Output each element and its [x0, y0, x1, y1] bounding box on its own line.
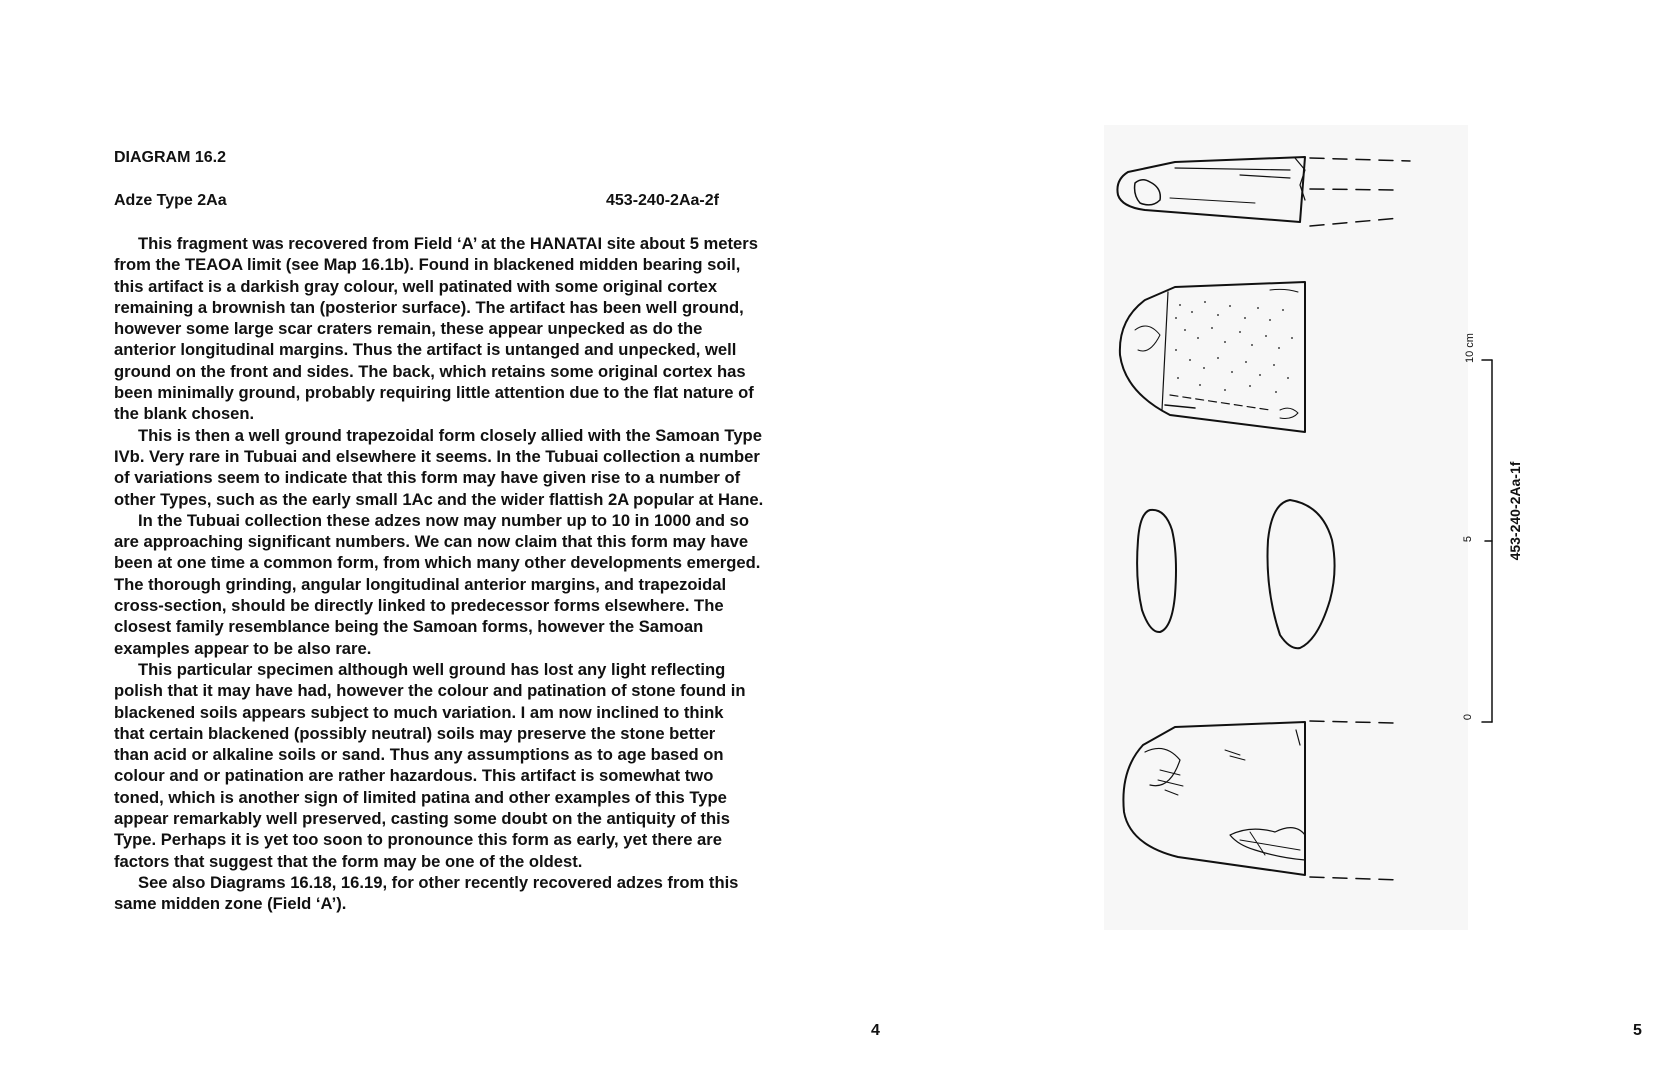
- body-text-line: been at one time a common form, from which many other developments emerged.: [114, 553, 761, 573]
- body-text-line: See also Diagrams 16.18, 16.19, for other recently recovered adzes from this: [138, 872, 739, 892]
- scale-label-10cm: 10 cm: [1463, 333, 1476, 363]
- body-text-line: This is then a well ground trapezoidal form closely allied with the Samoan Type: [138, 425, 762, 445]
- body-text-line: other Types, such as the early small 1Ac and the wider flattish 2A popular at Hane.: [114, 489, 764, 509]
- figure-panel: [1104, 125, 1468, 930]
- body-text-line: remaining a brownish tan (posterior surface). The artifact has been well ground,: [114, 297, 744, 317]
- body-text-line: the blank chosen.: [114, 404, 255, 424]
- page-number-right: 5: [1633, 1022, 1642, 1039]
- scale-label-5: 5: [1462, 535, 1475, 543]
- scale-bar: [1482, 360, 1492, 722]
- body-text-line: of variations seem to indicate that this form may have given rise to a number of: [114, 468, 741, 488]
- body-text-line: than acid or alkaline soils or sand. Thus any assumptions as to age based on: [114, 745, 724, 765]
- body-text-line: Type. Perhaps it is yet too soon to pronounce this form as early, yet there are: [114, 830, 722, 850]
- body-text-line: polish that it may have had, however the colour and patination of stone found in: [114, 681, 746, 701]
- body-text-line: IVb. Very rare in Tubuai and elsewhere it seems. In the Tubuai collection a number: [114, 446, 760, 466]
- body-text-line: been minimally ground, probably requiring little attention due to the flat nature of: [114, 383, 754, 403]
- body-text-line: examples appear to be also rare.: [114, 638, 372, 658]
- body-text-line: colour and or patination are rather hazardous. This artifact is somewhat two: [114, 766, 714, 786]
- body-text-line: In the Tubuai collection these adzes now may number up to 10 in 1000 and so: [138, 510, 750, 530]
- body-text-line: however some large scar craters remain, these appear unpecked as do the: [114, 319, 703, 339]
- body-text: [114, 233, 819, 915]
- catalogue-number: 453-240-2Aa-2f: [606, 192, 719, 209]
- body-text-line: same midden zone (Field ‘A’).: [114, 894, 347, 914]
- body-text-line: The thorough grinding, angular longitudinal anterior margins, and trapezoidal: [114, 574, 727, 594]
- body-text-line: blackened soils appears subject to much variation. I am now inclined to think: [114, 702, 724, 722]
- body-text-line: are approaching significant numbers. We can now claim that this form may have: [114, 532, 749, 552]
- adze-type-heading: Adze Type 2Aa: [114, 192, 227, 209]
- body-text-line: from the TEAOA limit (see Map 16.1b). Found in blackened midden bearing soil,: [114, 255, 741, 275]
- figure-catalogue-number: 453-240-2Aa-1f: [1507, 461, 1523, 561]
- scale-label-0: 0: [1462, 713, 1475, 721]
- body-text-line: this artifact is a darkish gray colour, well patinated with some original cortex: [114, 276, 718, 296]
- body-text-line: factors that suggest that the form may be one of the oldest.: [114, 851, 583, 871]
- body-text-line: This fragment was recovered from Field ‘A’ at the HANATAI site about 5 meters: [138, 234, 758, 253]
- body-text-line: cross-section, should be directly linked to predecessor forms elsewhere. The: [114, 596, 724, 616]
- body-text-line: that certain blackened (possibly neutral) soils may preserve the stone better: [114, 723, 716, 743]
- diagram-title: DIAGRAM 16.2: [114, 149, 227, 166]
- body-text-line: closest family resemblance being the Samoan forms, however the Samoan: [114, 617, 704, 637]
- body-text-line: toned, which is another sign of limited patina and other examples of this Type: [114, 787, 727, 807]
- body-text-line: appear remarkably well preserved, casting some doubt on the antiquity of this: [114, 809, 730, 829]
- body-text-line: This particular specimen although well ground has lost any light reflecting: [138, 659, 726, 679]
- body-text-line: anterior longitudinal margins. Thus the artifact is untanged and unpecked, well: [114, 340, 737, 360]
- page-number-left: 4: [871, 1022, 880, 1039]
- body-text-line: ground on the front and sides. The back, which retains some original cortex has: [114, 361, 746, 381]
